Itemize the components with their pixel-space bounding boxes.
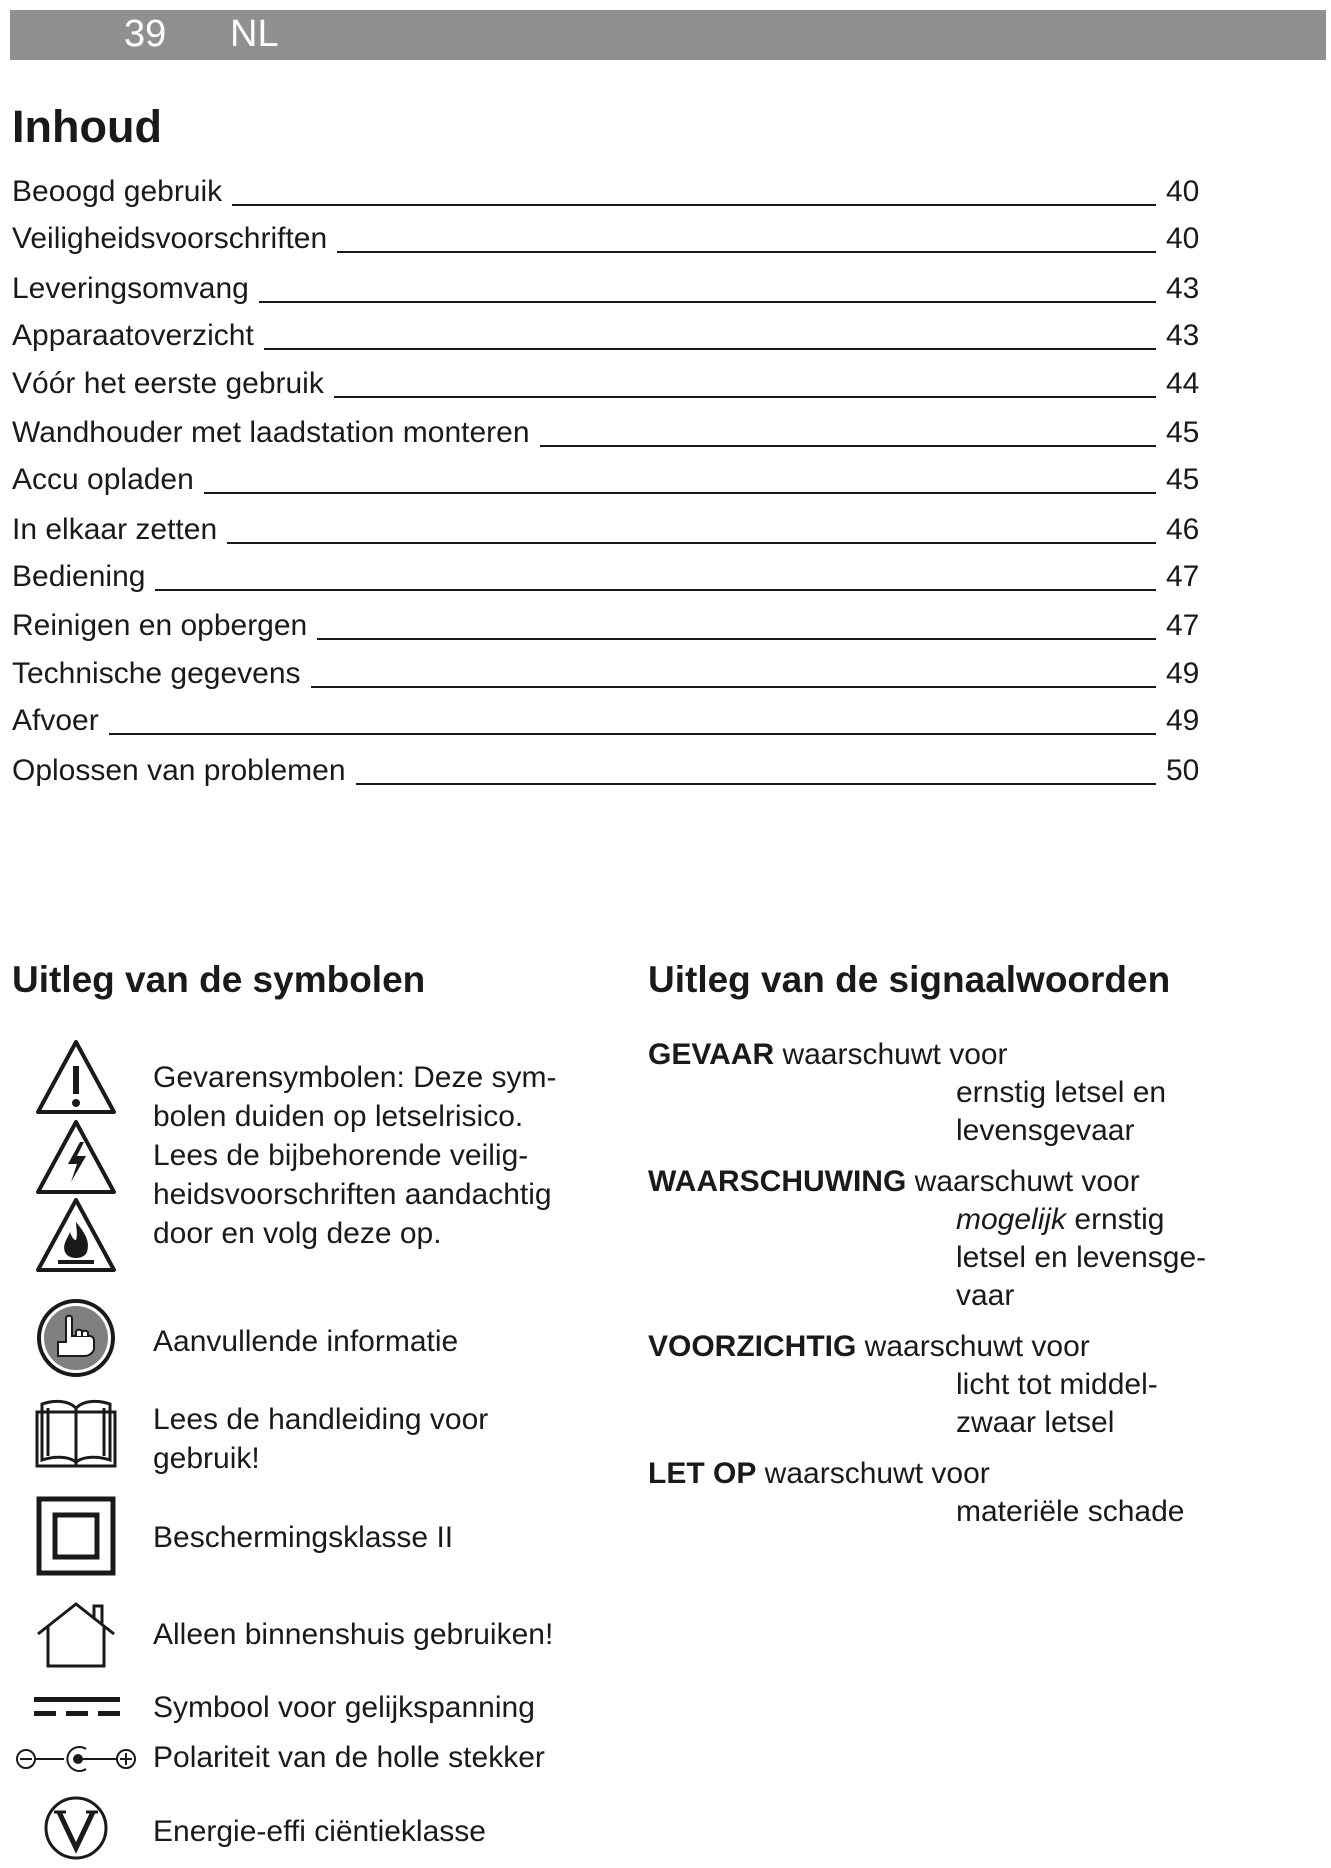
toc-entry[interactable] <box>12 555 1212 595</box>
toc-leader-line <box>334 396 1156 398</box>
signal-word-suffix: waarschuwt voor <box>906 1165 1140 1198</box>
toc-entry[interactable] <box>12 749 1212 789</box>
toc-entry-page: 44 <box>1166 367 1200 400</box>
toc-leader-line <box>232 204 1156 206</box>
toc-entry[interactable] <box>12 362 1212 402</box>
indoor-use-description <box>153 1615 553 1654</box>
direct-current-description <box>153 1688 535 1727</box>
toc-entry[interactable] <box>12 508 1212 548</box>
hazard-triangles-icon <box>34 1038 118 1274</box>
signal-words-section-title: Uitleg van de signaalwoorden <box>648 959 1171 1000</box>
signal-word-let-op <box>648 1455 1248 1531</box>
signal-word-heading <box>648 1163 1248 1201</box>
signal-word-heading <box>648 1036 1248 1074</box>
toc-entry-page: 43 <box>1166 272 1200 305</box>
signal-word-suffix: waarschuwt voor <box>756 1457 990 1490</box>
toc-entry-label: Apparaatoverzicht <box>12 319 254 352</box>
hazard-symbols-description <box>153 1058 556 1253</box>
direct-current-icon <box>34 1694 122 1720</box>
toc-entry[interactable] <box>12 314 1212 354</box>
polarity-icon <box>14 1744 138 1774</box>
signal-word: LET OP <box>648 1457 757 1490</box>
toc-leader-line <box>109 733 1156 735</box>
toc-title: Inhoud <box>12 101 162 152</box>
toc-entry-page: 40 <box>1166 222 1200 255</box>
toc-entry-label: Bediening <box>12 560 146 593</box>
toc-entry-label: Vóór het eerste gebruik <box>12 367 324 400</box>
toc-leader-line <box>264 348 1156 350</box>
toc-entry[interactable] <box>12 652 1212 692</box>
read-manual-description <box>153 1400 488 1478</box>
toc-leader-line <box>227 542 1156 544</box>
signal-word-desc-line: licht tot middel- <box>956 1368 1158 1401</box>
toc-leader-line <box>356 783 1156 785</box>
toc-entry-page: 49 <box>1166 704 1200 737</box>
page-number: 39 <box>124 13 167 55</box>
additional-info-description <box>153 1322 458 1361</box>
symbol-text-line: Energie-effi ciëntieklasse <box>153 1815 486 1848</box>
pointing-hand-icon <box>36 1298 116 1378</box>
energy-class-description <box>153 1812 486 1851</box>
toc-entry-page: 47 <box>1166 560 1200 593</box>
signal-word-desc-line: letsel en levensge- <box>956 1241 1207 1274</box>
toc-leader-line <box>204 492 1156 494</box>
toc-entry-page: 47 <box>1166 609 1200 642</box>
signal-word-heading <box>648 1328 1248 1366</box>
toc-entry-page: 45 <box>1166 463 1200 496</box>
polarity-description <box>153 1738 545 1777</box>
symbol-text-line: Symbool voor gelijkspanning <box>153 1691 535 1724</box>
toc-entry-label: Afvoer <box>12 704 99 737</box>
symbol-text-line: bolen duiden op letselrisico. <box>153 1100 524 1133</box>
symbol-text-line: gebruik! <box>153 1442 260 1475</box>
signal-word-desc-line: vaar <box>956 1279 1015 1312</box>
signal-word-desc-line: zwaar letsel <box>956 1406 1115 1439</box>
symbol-text-line: heidsvoorschriften aandachtig <box>153 1178 552 1211</box>
signal-word: WAARSCHUWING <box>648 1165 907 1198</box>
signal-word-desc-line <box>956 1201 1248 1239</box>
v-circle-icon <box>42 1794 110 1862</box>
toc-entry[interactable] <box>12 411 1212 451</box>
toc-entry-page: 40 <box>1166 175 1200 208</box>
toc-leader-line <box>317 638 1156 640</box>
signal-word-heading <box>648 1455 1248 1493</box>
header-bar <box>10 10 1326 60</box>
toc-entry-page: 46 <box>1166 513 1200 546</box>
signal-word-desc-italic: mogelijk <box>956 1203 1067 1236</box>
symbol-text-line: Beschermingsklasse II <box>153 1521 454 1554</box>
toc-entry-page: 45 <box>1166 416 1200 449</box>
signal-word-suffix: waarschuwt voor <box>856 1330 1090 1363</box>
toc-leader-line <box>540 445 1156 447</box>
toc-entry[interactable] <box>12 267 1212 307</box>
open-book-icon <box>34 1396 118 1470</box>
toc-entry-label: Veiligheidsvoorschriften <box>12 222 328 255</box>
signal-word: VOORZICHTIG <box>648 1330 857 1363</box>
signal-word-voorzichtig <box>648 1328 1248 1442</box>
symbol-text-line: Lees de handleiding voor <box>153 1403 489 1436</box>
toc-entry-label: Leveringsomvang <box>12 272 249 305</box>
signal-word-desc-line: levensgevaar <box>956 1114 1135 1147</box>
symbols-section-title: Uitleg van de symbolen <box>12 959 426 1000</box>
house-icon <box>34 1600 118 1670</box>
toc-entry[interactable] <box>12 604 1212 644</box>
double-square-icon <box>36 1496 116 1576</box>
toc-entry-label: In elkaar zetten <box>12 513 218 546</box>
signal-word-waarschuwing <box>648 1163 1248 1315</box>
signal-word: GEVAAR <box>648 1038 775 1071</box>
toc-leader-line <box>155 589 1156 591</box>
toc-entry[interactable] <box>12 699 1212 739</box>
toc-entry-label: Accu opladen <box>12 463 194 496</box>
symbol-text-line: Polariteit van de holle stekker <box>153 1741 545 1774</box>
toc-leader-line <box>337 251 1156 253</box>
toc-entry-label: Oplossen van problemen <box>12 754 346 787</box>
toc-entry-page: 50 <box>1166 754 1200 787</box>
toc-entry[interactable] <box>12 217 1212 257</box>
toc-entry-label: Technische gegevens <box>12 657 301 690</box>
toc-entry-page: 49 <box>1166 657 1200 690</box>
signal-word-desc-rest: ernstig <box>1066 1203 1165 1236</box>
toc-entry-label: Wandhouder met laadstation monteren <box>12 416 530 449</box>
protection-class-description <box>153 1518 453 1557</box>
symbol-text-line: Lees de bijbehorende veilig- <box>153 1139 529 1172</box>
symbol-text-line: Alleen binnenshuis gebruiken! <box>153 1618 554 1651</box>
toc-entry-label: Beoogd gebruik <box>12 175 223 208</box>
symbol-text-line: Gevarensymbolen: Deze sym- <box>153 1061 557 1094</box>
toc-entry-label: Reinigen en opbergen <box>12 609 308 642</box>
toc-leader-line <box>311 686 1156 688</box>
signal-word-gevaar <box>648 1036 1248 1150</box>
signal-word-desc-line: materiële schade <box>956 1495 1185 1528</box>
language-code: NL <box>230 13 279 55</box>
symbol-text-line: Aanvullende informatie <box>153 1325 459 1358</box>
toc-entry[interactable] <box>12 458 1212 498</box>
symbol-text-line: door en volg deze op. <box>153 1217 442 1250</box>
toc-leader-line <box>259 301 1156 303</box>
signal-word-suffix: waarschuwt voor <box>774 1038 1008 1071</box>
toc-entry-page: 43 <box>1166 319 1200 352</box>
signal-word-desc-line: ernstig letsel en <box>956 1076 1167 1109</box>
toc-entry[interactable] <box>12 170 1212 210</box>
